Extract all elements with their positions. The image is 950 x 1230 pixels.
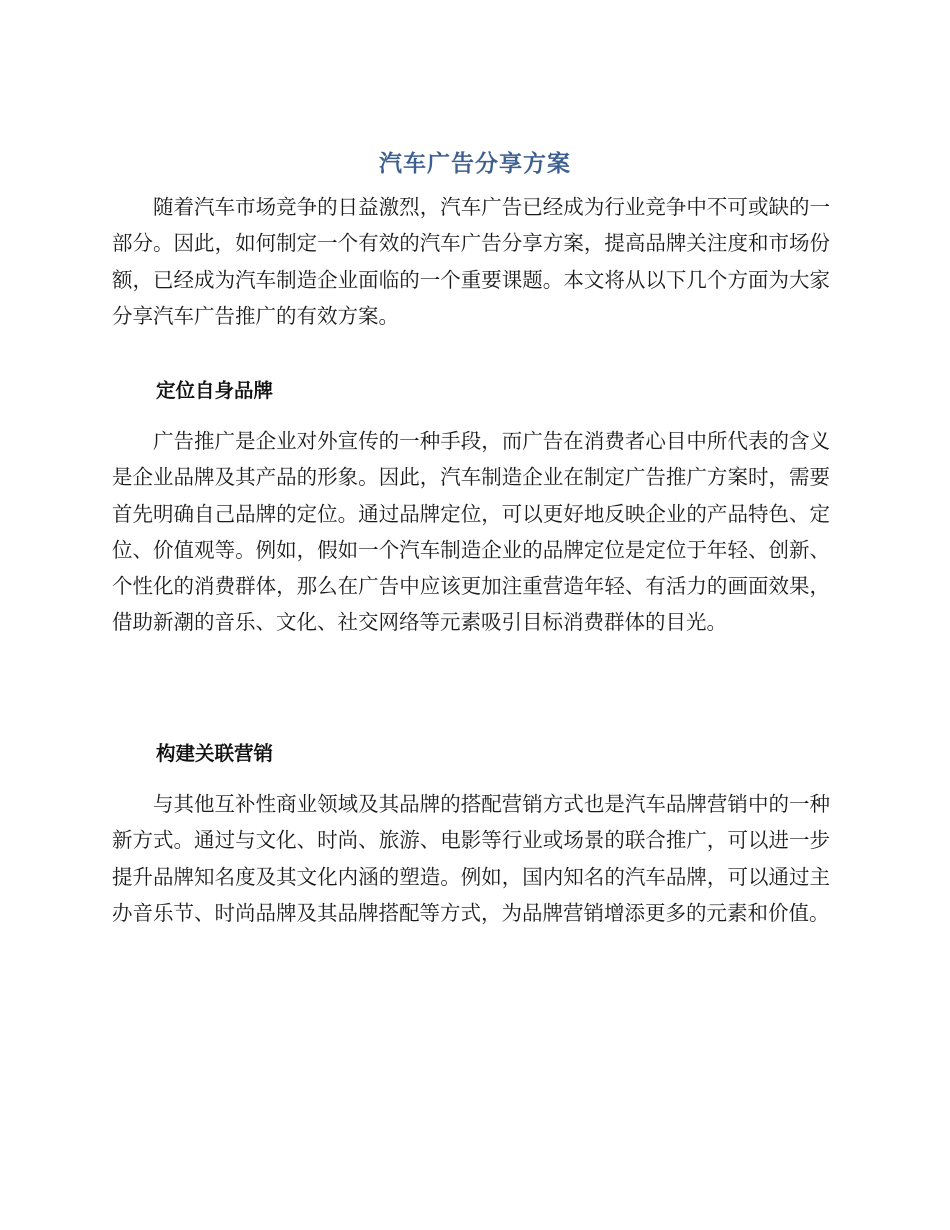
intro-paragraph: 随着汽车市场竞争的日益激烈，汽车广告已经成为行业竞争中不可或缺的一部分。因此，如何制定一个有效的汽车广告分享方案，提高品牌关注度和市场份额，已经成为汽车制造企业面临的一个重要课题。本文将从以下几个方面为大家分享汽车广告推广的有效方案。 <box>112 195 830 328</box>
section-heading-associated-marketing: 构建关联营销 <box>156 742 274 765</box>
section-body-associated-marketing: 与其他互补性商业领域及其品牌的搭配营销方式也是汽车品牌营销中的一种新方式。通过与文化、时尚、旅游、电影等行业或场景的联合推广，可以进一步提升品牌知名度及其文化内涵的塑造。例如，国内知名的汽车品牌，可以通过主办音乐节、时尚品牌及其品牌搭配等方式，为品牌营销增添更多的元素和价值。 <box>112 792 830 925</box>
section-heading-brand-positioning: 定位自身品牌 <box>156 379 274 402</box>
section-body-brand-positioning: 广告推广是企业对外宣传的一种手段，而广告在消费者心目中所代表的含义是企业品牌及其产品的形象。因此，汽车制造企业在制定广告推广方案时，需要首先明确自己品牌的定位。通过品牌定位，可以更好地反映企业的产品特色、定位、价值观等。例如，假如一个汽车制造企业的品牌定位是定位于年轻、创新、个性化的消费群体，那么在广告中应该更加注重营造年轻、有活力的画面效果，借助新潮的音乐、文化、社交网络等元素吸引目标消费群体的目光。 <box>112 429 830 635</box>
document-title: 汽车广告分享方案 <box>379 151 571 177</box>
